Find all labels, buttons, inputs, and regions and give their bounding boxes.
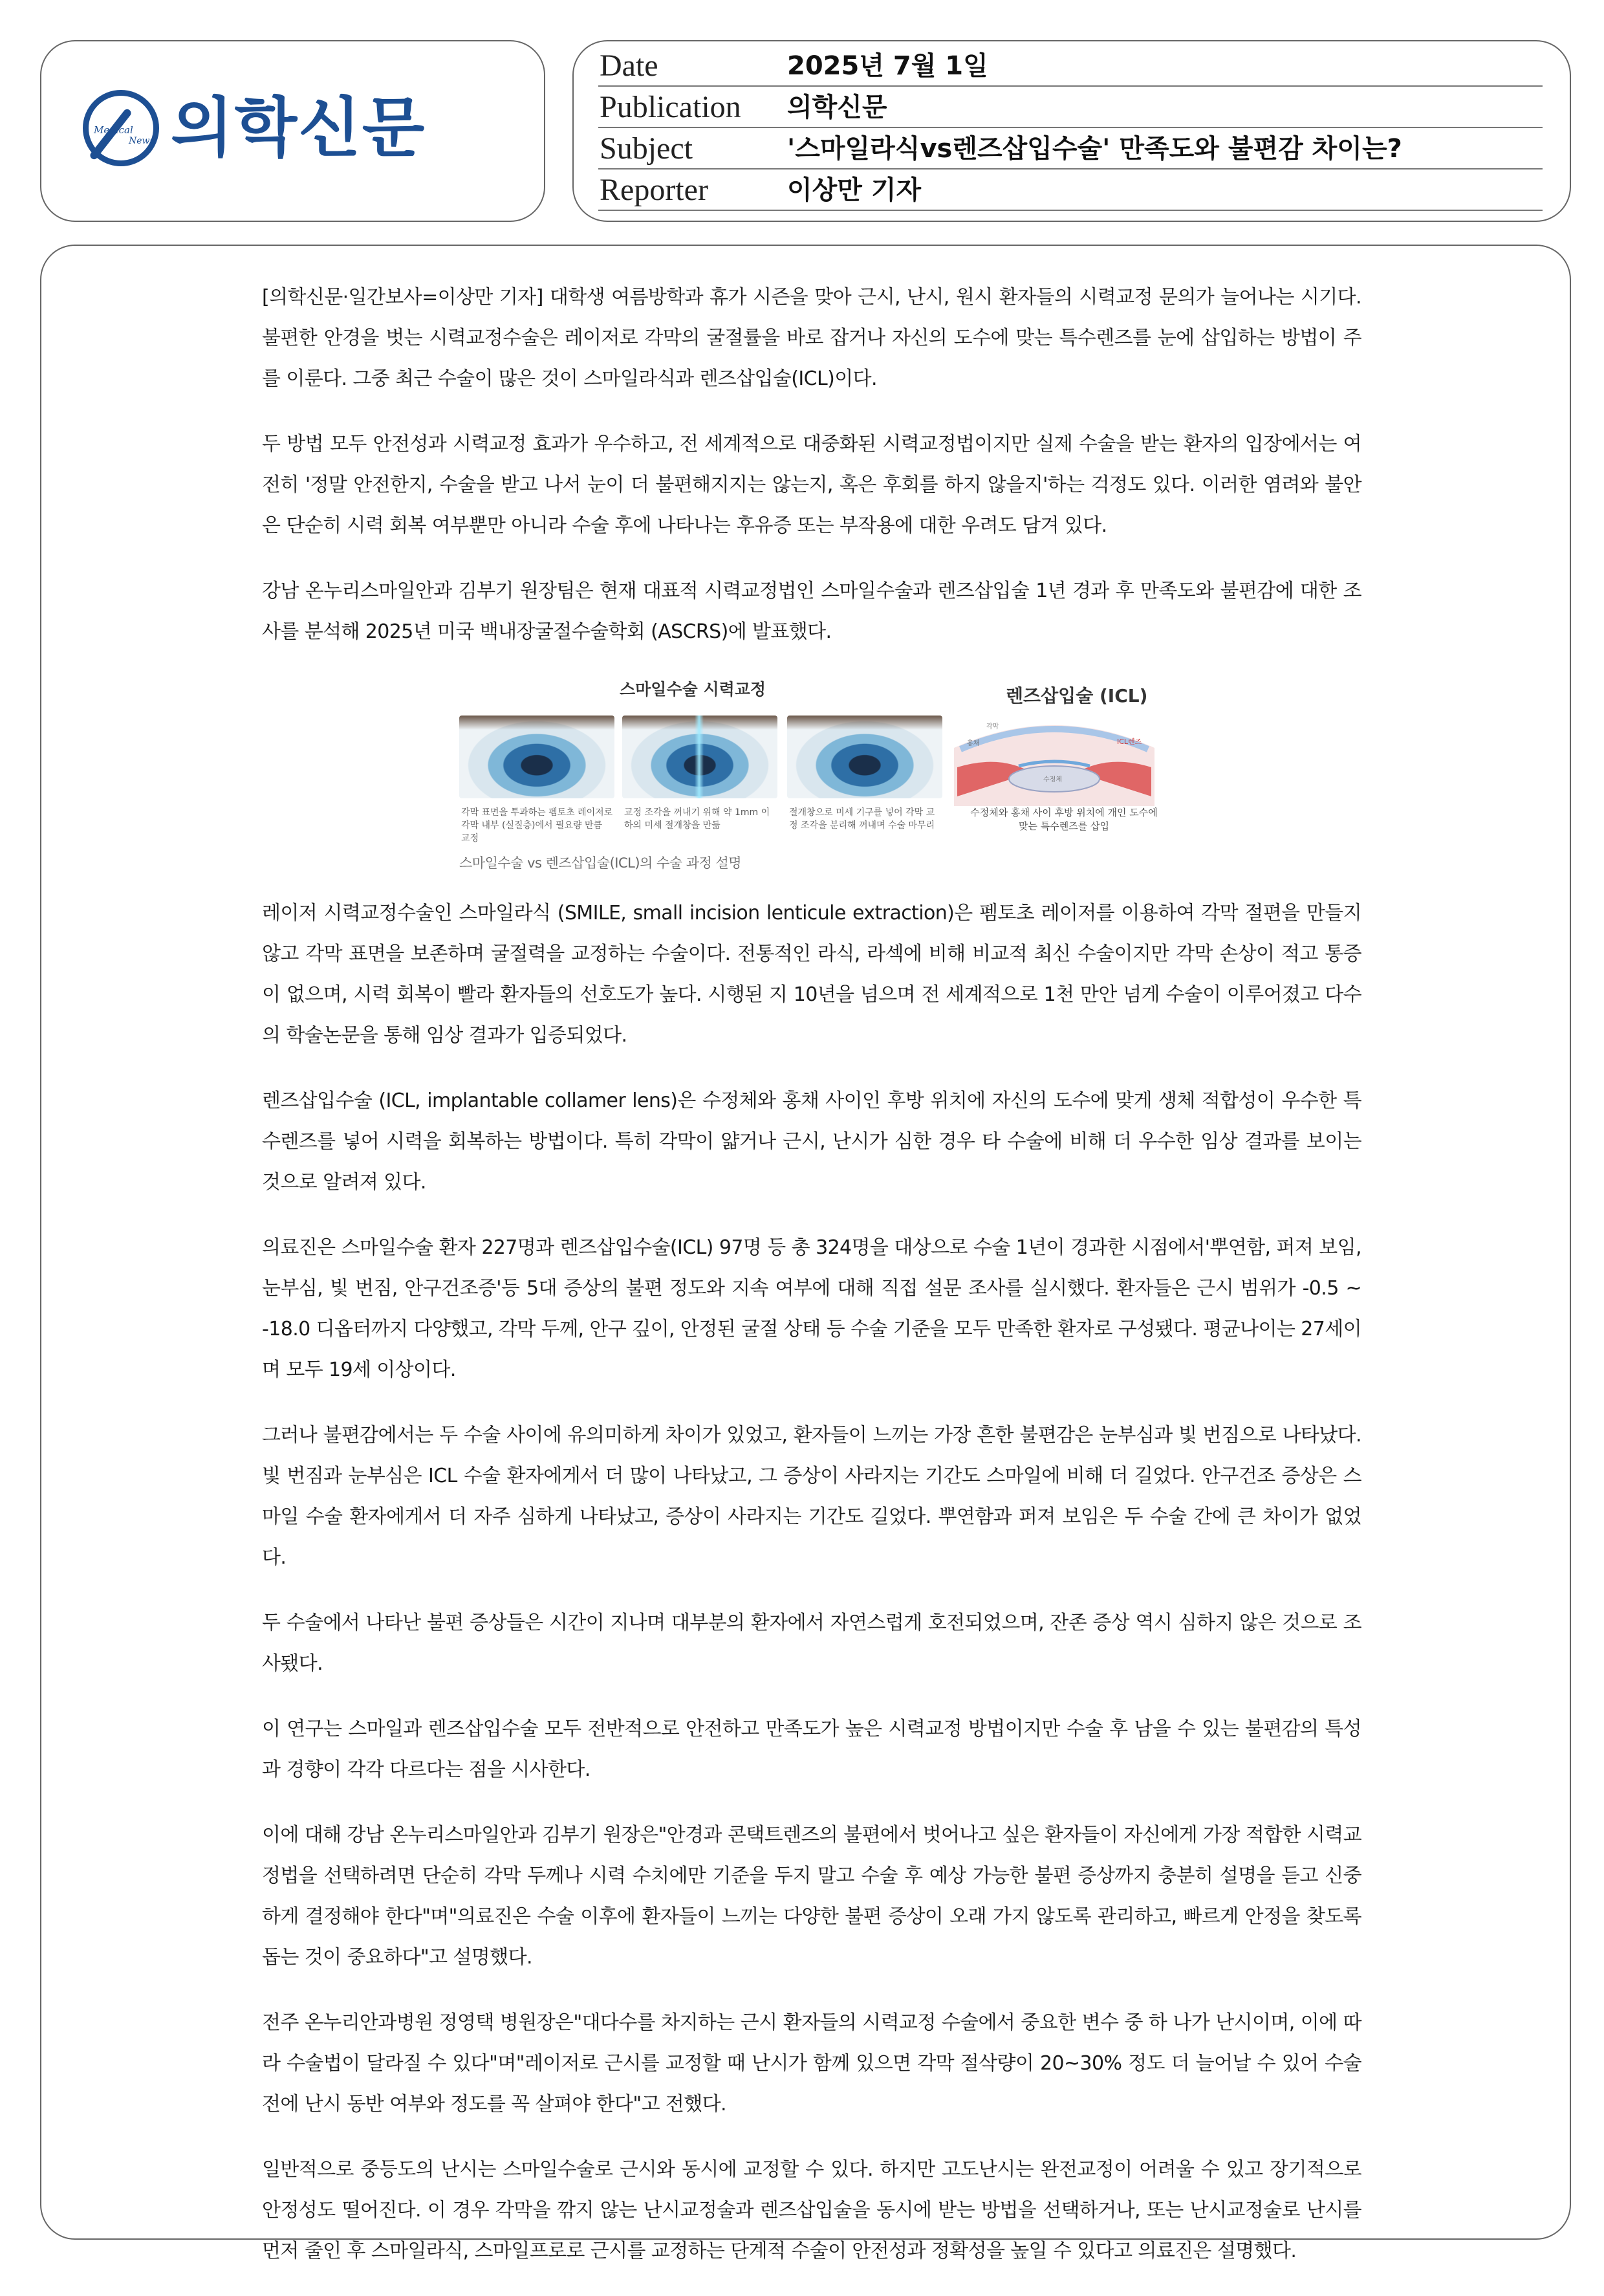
meta-value: 이상만 기자 (787, 175, 922, 205)
publication-logo (83, 83, 426, 173)
article-paragraph: 렌즈삽입수술 (ICL, implantable collamer lens)은 수정체와 홍채 사이인 후방 위치에 자신의 도수에 맞게 생체 적합성이 우수한 특수렌즈를 넣어 시력을 회복하는 방법이다. 특히 각막이 얇거나 근시, 난시가 심한 경우 타 수술에 비해 더 우수한 임상 결과를 보이는 것으로 알려져 있다. (262, 1089, 1361, 1194)
meta-value: '스마일라식vs렌즈삽입수술' 만족도와 불편감 차이는? (787, 134, 1402, 164)
logo-badge-left: Medical (94, 124, 133, 136)
figure-step-caption: 수정체와 홍채 사이 후방 위치에 개인 도수에 맞는 특수렌즈를 삽입 (970, 807, 1158, 832)
meta-value: 2025년 7월 1일 (787, 51, 988, 81)
article-paragraph: 레이저 시력교정수술인 스마일라식 (SMILE, small incision lenticule extraction)은 펨토초 레이저를 이용하여 각막 절편을 만들지 않고 각막 표면을 보존하며 굴절력을 교정하는 수술이다. 전통적인 라식, 라섹에 비해 비교적 최신 수술이지만 각막 손상이 적고 통증이 없으며, 시력 회복이 빨라 환자들의 선호도가 높다. 시행된 지 10년을 넘으며 전 세계적으로 1천 만안 넘게 수술이 이루어졌고 다수의 학술논문을 통해 임상 결과가 입증되었다. (262, 902, 1361, 1047)
surgery-figure (262, 677, 1361, 871)
icl-label-iris: 홍채 (967, 740, 980, 747)
meta-label: Reporter (600, 173, 708, 207)
figure-step-caption: 각막 표면을 투과하는 펨토초 레이저로 각막 내부 (실질층)에서 필요량 만큼 교정 (461, 807, 613, 844)
article-paragraph: [의학신문·일간보사=이상만 기자] 대학생 여름방학과 휴가 시즌을 맞아 근시, 난시, 원시 환자들의 시력교정 문의가 늘어나는 시기다. 불편한 안경을 벗는 시력교정수술은 레이저로 각막의 굴절률을 바로 잡거나 자신의 도수에 맞는 특수렌즈를 눈에 삽입하는 방법이 주를 이룬다. 그중 최근 수술이 많은 것이 스마일라식과 렌즈삽입술(ICL)이다. (262, 286, 1361, 390)
figure-step-caption: 절개창으로 미세 기구를 넣어 각막 교정 조각을 분리해 꺼내며 수술 마무리 (789, 807, 935, 831)
article-paragraph: 강남 온누리스마일안과 김부기 원장팀은 현재 대표적 시력교정법인 스마일수술과 렌즈삽입술 1년 경과 후 만족도와 불편감에 대한 조사를 분석해 2025년 미국 백내장굴절수술학회 (ASCRS)에 발표했다. (262, 580, 1361, 643)
meta-label: Date (600, 49, 658, 83)
meta-row-reporter (598, 169, 1543, 211)
article-body (262, 277, 1361, 2296)
meta-label: Subject (600, 131, 693, 166)
eye-photo-icon (622, 716, 777, 798)
icl-diagram-icon (948, 709, 1161, 806)
meta-row-publication (598, 87, 1543, 128)
icl-label-cornea: 각막 (986, 723, 999, 730)
meta-row-date (598, 45, 1543, 87)
icl-label-lens: ICL렌즈 (1117, 738, 1142, 746)
article-paragraph: 두 방법 모두 안전성과 시력교정 효과가 우수하고, 전 세계적으로 대중화된 시력교정법이지만 실제 수술을 받는 환자의 입장에서는 여전히 '정말 안전한지, 수술을 받고 나서 눈이 더 불편해지지는 않는지, 혹은 후회를 하지 않을지'하는 걱정도 있다. 이러한 염려와 불안은 단순히 시력 회복 여부뿐만 아니라 수술 후에 나타나는 후유증 또는 부작용에 대한 우려도 담겨 있다. (262, 433, 1361, 537)
meta-table (598, 45, 1543, 211)
article-paragraph: 그러나 불편감에서는 두 수술 사이에 유의미하게 차이가 있었고, 환자들이 느끼는 가장 흔한 불편감은 눈부심과 빛 번짐으로 나타났다. 빛 번짐과 눈부심은 ICL 수술 환자에게서 더 많이 나타났고, 그 증상이 사라지는 기간도 스마일에 비해 더 길었다. 안구건조 증상은 스마일 수술 환자에게서 더 자주 심하게 나타났고, 증상이 사라지는 기간도 길었다. 뿌연함과 퍼져 보임은 두 수술 간에 큰 차이가 없었다. (262, 1424, 1361, 1569)
logo-text: 의학신문 (171, 90, 426, 166)
article-paragraph: 의료진은 스마일수술 환자 227명과 렌즈삽입수술(ICL) 97명 등 총 324명을 대상으로 수술 1년이 경과한 시점에서'뿌연함, 퍼져 보임, 눈부심, 빛 번짐, 안구건조증'등 5대 증상의 불편 정도와 지속 여부에 대해 직접 설문 조사를 실시했다. 환자들은 근시 범위가 -0.5 ~ -18.0 디옵터까지 다양했고, 각막 두께, 안구 깊이, 안정된 굴절 상태 등 수술 기준을 모두 만족한 환자로 구성됐다. 평균나이는 27세이며 모두 19세 이상이다. (262, 1236, 1361, 1381)
figure-title-smile: 스마일수술 시력교정 (620, 680, 766, 699)
article-paragraph: 이 연구는 스마일과 렌즈삽입수술 모두 전반적으로 안전하고 만족도가 높은 시력교정 방법이지만 수술 후 남을 수 있는 불편감의 특성과 경향이 각각 다르다는 점을 시사한다. (262, 1718, 1361, 1781)
eye-photo-icon (787, 716, 942, 798)
article-paragraph: 두 수술에서 나타난 불편 증상들은 시간이 지나며 대부분의 환자에서 자연스럽게 호전되었으며, 잔존 증상 역시 심하지 않은 것으로 조사됐다. (262, 1612, 1361, 1675)
icl-label-crystalline: 수정체 (1043, 776, 1062, 783)
article-paragraph: 전주 온누리안과병원 정영택 병원장은"대다수를 차지하는 근시 환자들의 시력교정 수술에서 중요한 변수 중 하 나가 난시이며, 이에 따라 수술법이 달라질 수 있다"며"레이저로 근시를 교정할 때 난시가 함께 있으면 각막 절삭량이 20~30% 정도 더 늘어날 수 있어 수술 전에 난시 동반 여부와 정도를 꼭 살펴야 한다"고 전했다. (262, 2011, 1361, 2116)
meta-value: 의학신문 (787, 93, 887, 122)
article-paragraph: 이에 대해 강남 온누리스마일안과 김부기 원장은"안경과 콘택트렌즈의 불편에서 벗어나고 싶은 환자들이 자신에게 가장 적합한 시력교정법을 선택하려면 단순히 각막 두께나 시력 수치에만 기준을 두지 말고 수술 후 예상 가능한 불편 증상까지 충분히 설명을 듣고 신중하게 결정해야 한다"며"의료진은 수술 이후에 환자들이 느끼는 다양한 불편 증상이 오래 가지 않도록 관리하고, 빠르게 안정을 찾도록 돕는 것이 중요하다"고 설명했다. (262, 1824, 1361, 1969)
figure-step-caption: 교정 조각을 꺼내기 위해 약 1mm 이하의 미세 절개창을 만듦 (624, 807, 770, 831)
figure-title-icl: 렌즈삽입술 (ICL) (1006, 685, 1148, 706)
meta-row-subject (598, 128, 1543, 169)
figure-caption: 스마일수술 vs 렌즈삽입술(ICL)의 수술 과정 설명 (459, 855, 742, 871)
eye-photo-icon (459, 716, 614, 798)
logo-badge-right: News (129, 136, 155, 146)
meta-label: Publication (600, 90, 741, 124)
article-paragraph: 일반적으로 중등도의 난시는 스마일수술로 근시와 동시에 교정할 수 있다. 하지만 고도난시는 완전교정이 어려울 수 있고 장기적으로 안정성도 떨어진다. 이 경우 각막을 깎지 않는 난시교정술과 렌즈삽입술을 동시에 받는 방법을 선택하거나, 또는 난시교정술로 난시를 먼저 줄인 후 스마일라식, 스마일프로로 근시를 교정하는 단계적 수술이 안전성과 정확성을 높일 수 있다고 의료진은 설명했다. (262, 2158, 1361, 2262)
logo-emblem-icon (83, 90, 159, 166)
